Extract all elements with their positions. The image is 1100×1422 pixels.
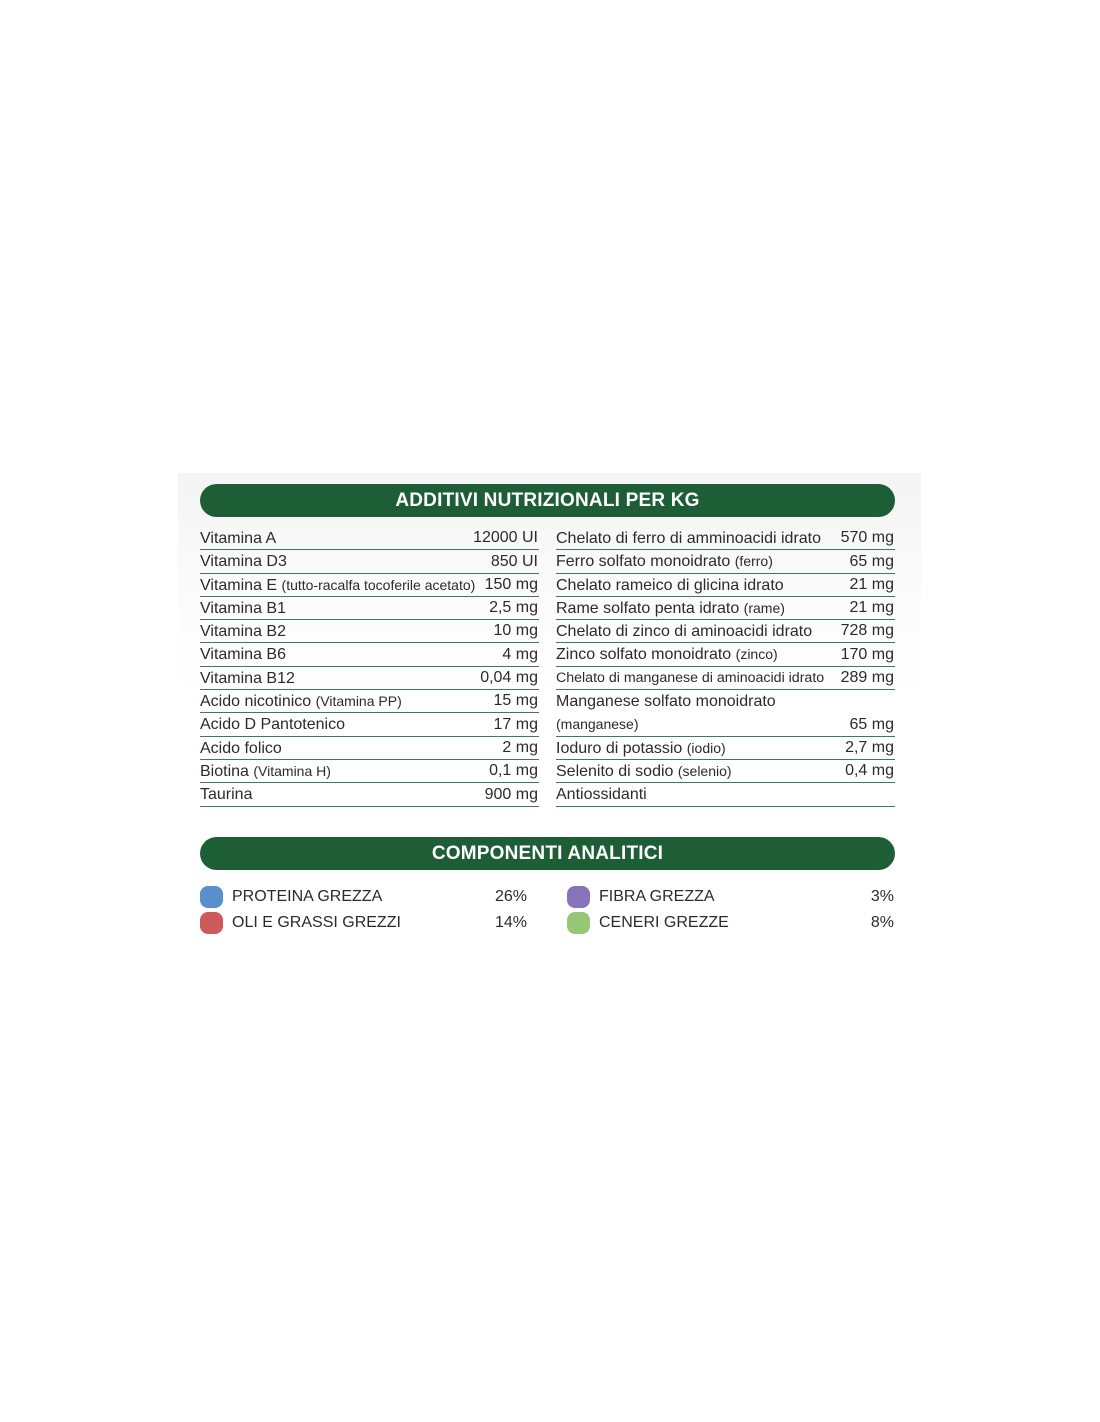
- additivi-row: [200, 760, 539, 783]
- additivi-name: Vitamina D3: [200, 553, 287, 571]
- additivi-value: 2,5 mg: [489, 599, 538, 617]
- additivi-value: 728 mg: [840, 622, 894, 640]
- additivi-row: [556, 737, 895, 760]
- additivi-value: 21 mg: [849, 599, 894, 617]
- additivi-value: 170 mg: [840, 645, 894, 663]
- additivi-row: [556, 783, 895, 806]
- additivi-row: [556, 760, 895, 783]
- proteina-color-swatch: [200, 886, 223, 908]
- additivi-name-main: Selenito di sodio: [556, 762, 674, 780]
- additivi-row: [200, 527, 539, 550]
- additivi-name: Taurina: [200, 786, 253, 804]
- additivi-value: 900 mg: [484, 785, 538, 803]
- additivi-name-main: Vitamina E: [200, 576, 278, 594]
- additivi-row: [200, 550, 539, 573]
- componenti-item: [567, 910, 894, 936]
- additivi-name: [556, 760, 732, 783]
- additivi-value: 65 mg: [849, 715, 894, 733]
- additivi-name: [556, 597, 785, 620]
- additivi-name-main: Ioduro di potassio: [556, 739, 683, 757]
- additivi-name-note: (ferro): [734, 553, 773, 570]
- additivi-name-main: Ferro solfato monoidrato: [556, 553, 731, 571]
- additivi-name: Vitamina B2: [200, 623, 286, 641]
- additivi-value: 0,4 mg: [845, 762, 894, 780]
- componenti-label: FIBRA GREZZA: [599, 888, 715, 905]
- additivi-row: [200, 643, 539, 666]
- additivi-name: Vitamina B6: [200, 646, 286, 664]
- additivi-value: 2 mg: [502, 738, 538, 756]
- additivi-row: [200, 783, 539, 806]
- additivi-row: [556, 527, 895, 550]
- componenti-value: 8%: [870, 914, 894, 931]
- additivi-row: [556, 550, 895, 573]
- componenti-item: [200, 884, 527, 910]
- additivi-left-column: [200, 527, 539, 807]
- additivi-value: 2,7 mg: [845, 738, 894, 756]
- additivi-name-note: (Vitamina PP): [315, 693, 402, 710]
- additivi-name: Vitamina A: [200, 530, 277, 547]
- additivi-name: Vitamina B12: [200, 669, 295, 687]
- additivi-name: [556, 550, 773, 573]
- additivi-name: [200, 574, 475, 597]
- additivi-name-main: Biotina: [200, 762, 249, 780]
- componenti-item: [200, 910, 527, 936]
- additivi-value: 850 UI: [490, 552, 538, 570]
- additivi-name-note: (tutto-racalfa tocoferile acetato): [281, 576, 476, 593]
- componenti-right-column: [567, 884, 894, 936]
- additivi-row: [556, 620, 895, 643]
- additivi-value: 65 mg: [849, 552, 894, 570]
- componenti-header: COMPONENTI ANALITICI: [200, 837, 895, 870]
- additivi-name-note: (zinco): [735, 646, 778, 663]
- additivi-value: 289 mg: [840, 669, 894, 687]
- additivi-name: Chelato rameico di glicina idrato: [556, 576, 784, 594]
- componenti-left-column: [200, 884, 527, 936]
- componenti-label: OLI E GRASSI GREZZI: [232, 914, 401, 931]
- additivi-name-note: (selenio): [677, 762, 732, 779]
- componenti-label: PROTEINA GREZZA: [232, 888, 383, 905]
- additivi-row: [200, 713, 539, 736]
- additivi-row: [200, 620, 539, 643]
- additivi-name: [556, 737, 726, 760]
- additivi-value: 15 mg: [493, 692, 538, 710]
- additivi-row: [556, 574, 895, 597]
- additivi-name-note: (manganese): [556, 716, 639, 733]
- additivi-name: Chelato di ferro di amminoacidi idrato: [556, 530, 822, 547]
- additivi-name: Vitamina B1: [200, 599, 286, 617]
- additivi-row: [556, 597, 895, 620]
- additivi-value: 17 mg: [493, 715, 538, 733]
- additivi-name: Manganese solfato monoidrato: [556, 693, 776, 711]
- additivi-row: [200, 574, 539, 597]
- additivi-name: Acido D Pantotenico: [200, 716, 345, 734]
- additivi-name: [200, 760, 331, 783]
- additivi-row: [200, 667, 539, 690]
- additivi-header: ADDITIVI NUTRIZIONALI PER KG: [200, 484, 895, 517]
- additivi-name: Antiossidanti: [556, 786, 647, 804]
- componenti-value: 3%: [870, 888, 894, 905]
- additivi-value: 0,04 mg: [480, 669, 538, 687]
- componenti-label: CENERI GREZZE: [599, 914, 729, 931]
- componenti-value: 26%: [494, 888, 527, 905]
- additivi-name-main: Rame solfato penta idrato: [556, 599, 740, 617]
- componenti-value: 14%: [494, 914, 527, 931]
- additivi-right-column: [556, 527, 895, 807]
- additivi-value: 0,1 mg: [489, 762, 538, 780]
- additivi-name: Chelato di zinco di aminoacidi idrato: [556, 623, 813, 641]
- additivi-name: Acido folico: [200, 739, 282, 757]
- grassi-color-swatch: [200, 912, 223, 934]
- ceneri-color-swatch: [567, 912, 590, 934]
- componenti-item: [567, 884, 894, 910]
- additivi-value: 10 mg: [493, 622, 538, 640]
- additivi-row: [200, 690, 539, 713]
- additivi-row: [200, 597, 539, 620]
- fibra-color-swatch: [567, 886, 590, 908]
- additivi-row: [200, 737, 539, 760]
- additivi-value: 12000 UI: [473, 529, 538, 547]
- additivi-name-note: (Vitamina H): [253, 762, 331, 779]
- additivi-row: [556, 643, 895, 666]
- additivi-name-note: (iodio): [686, 739, 726, 756]
- additivi-row: [556, 690, 895, 737]
- additivi-value: 4 mg: [502, 645, 538, 663]
- additivi-value: 21 mg: [849, 575, 894, 593]
- additivi-name: [556, 643, 778, 666]
- additivi-name-note: (rame): [743, 599, 785, 616]
- additivi-name-main: Acido nicotinico: [200, 693, 312, 711]
- additivi-row: [556, 667, 895, 690]
- additivi-name-main: Zinco solfato monoidrato: [556, 646, 732, 664]
- additivi-name: [200, 690, 402, 713]
- additivi-value: 150 mg: [484, 575, 538, 593]
- additivi-name: Chelato di manganese di aminoacidi idrato: [556, 669, 825, 686]
- additivi-value: 570 mg: [840, 529, 894, 547]
